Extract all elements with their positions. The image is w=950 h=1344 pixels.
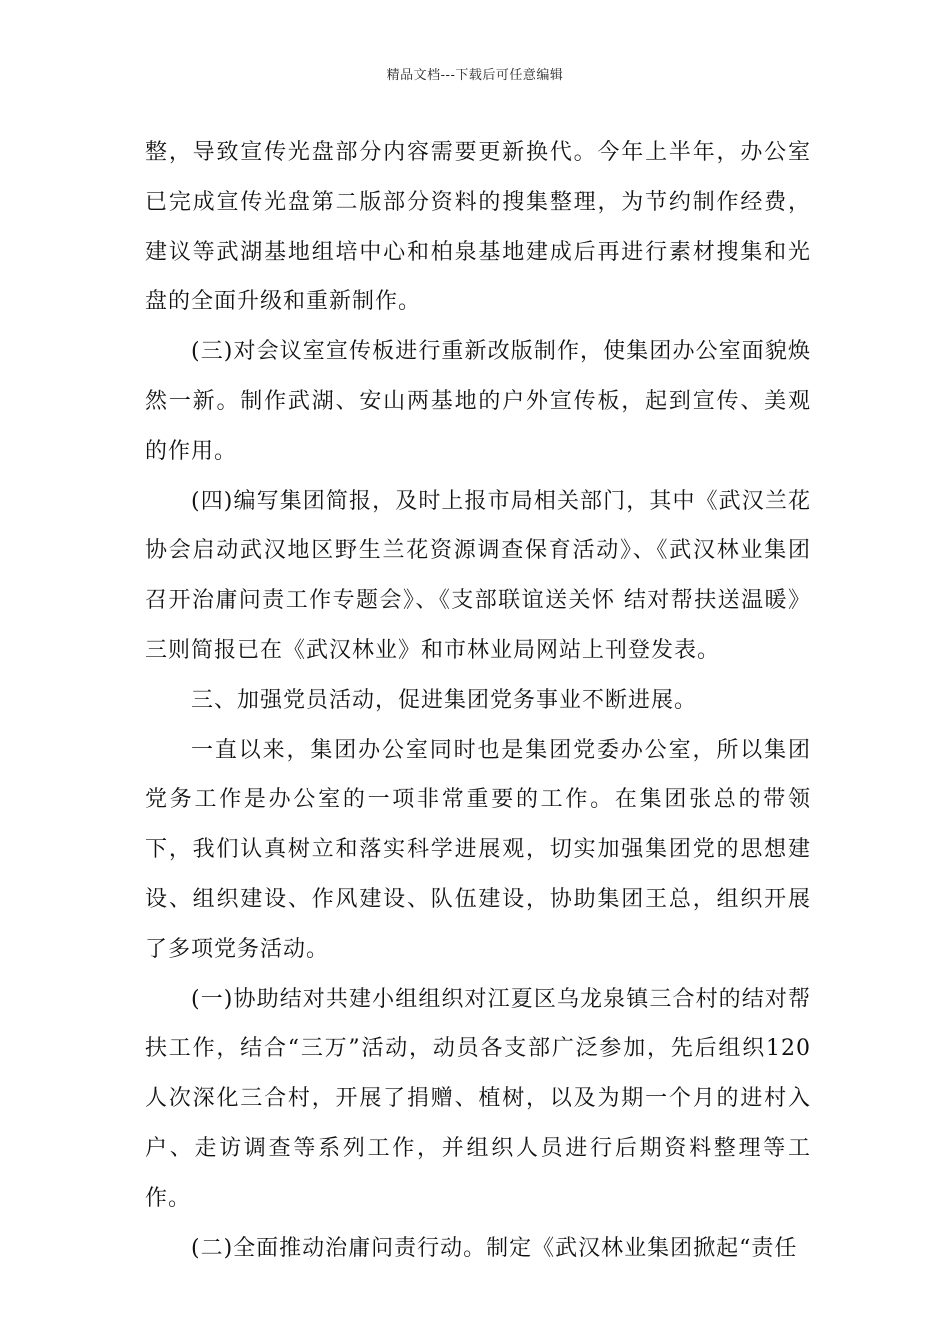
section-heading: 三、加强党员活动，促进集团党务事业不断进展。 (191, 687, 698, 713)
paragraph-item-1: (一)协助结对共建小组组织对江夏区乌龙泉镇三合村的结对帮扶工作，结合“三万”活动，动员各支部广泛参加，先后组织120人次深化三合村，开展了捐赠、植树，以及为期一个月的进村入户、走访调查等系列工作，并组织人员进行后期资料整理等工作。 (145, 986, 811, 1211)
page-header: 精品文档---下载后可任意编辑 (386, 68, 564, 83)
paragraph-item-4: (四)编写集团简报，及时上报市局相关部门，其中《武汉兰花协会启动武汉地区野生兰花资源调查保育活动》、《武汉林业集团召开治庸问责工作专题会》、《支部联谊送关怀 结对帮扶送温暖》三则简报已在《武汉林业》和市林业局网站上刊登发表。 (145, 488, 811, 663)
paragraph-item-2: (二)全面推动治庸问责行动。制定《武汉林业集团掀起“责任 (191, 1235, 798, 1261)
document-body (145, 128, 811, 1273)
paragraph-item-3: (三)对会议室宣传板进行重新改版制作，使集团办公室面貌焕然一新。制作武湖、安山两基地的户外宣传板，起到宣传、美观的作用。 (145, 339, 811, 464)
paragraph-party-work: 一直以来，集团办公室同时也是集团党委办公室，所以集团党务工作是办公室的一项非常重要的工作。在集团张总的带领下，我们认真树立和落实科学进展观，切实加强集团党的思想建设、组织建设、作风建设、队伍建设，协助集团王总，组织开展了多项党务活动。 (145, 737, 811, 962)
paragraph-continuation: 整，导致宣传光盘部分内容需要更新换代。今年上半年，办公室已完成宣传光盘第二版部分资料的搜集整理，为节约制作经费，建议等武湖基地组培中心和柏泉基地建成后再进行素材搜集和光盘的全面升级和重新制作。 (145, 140, 811, 315)
